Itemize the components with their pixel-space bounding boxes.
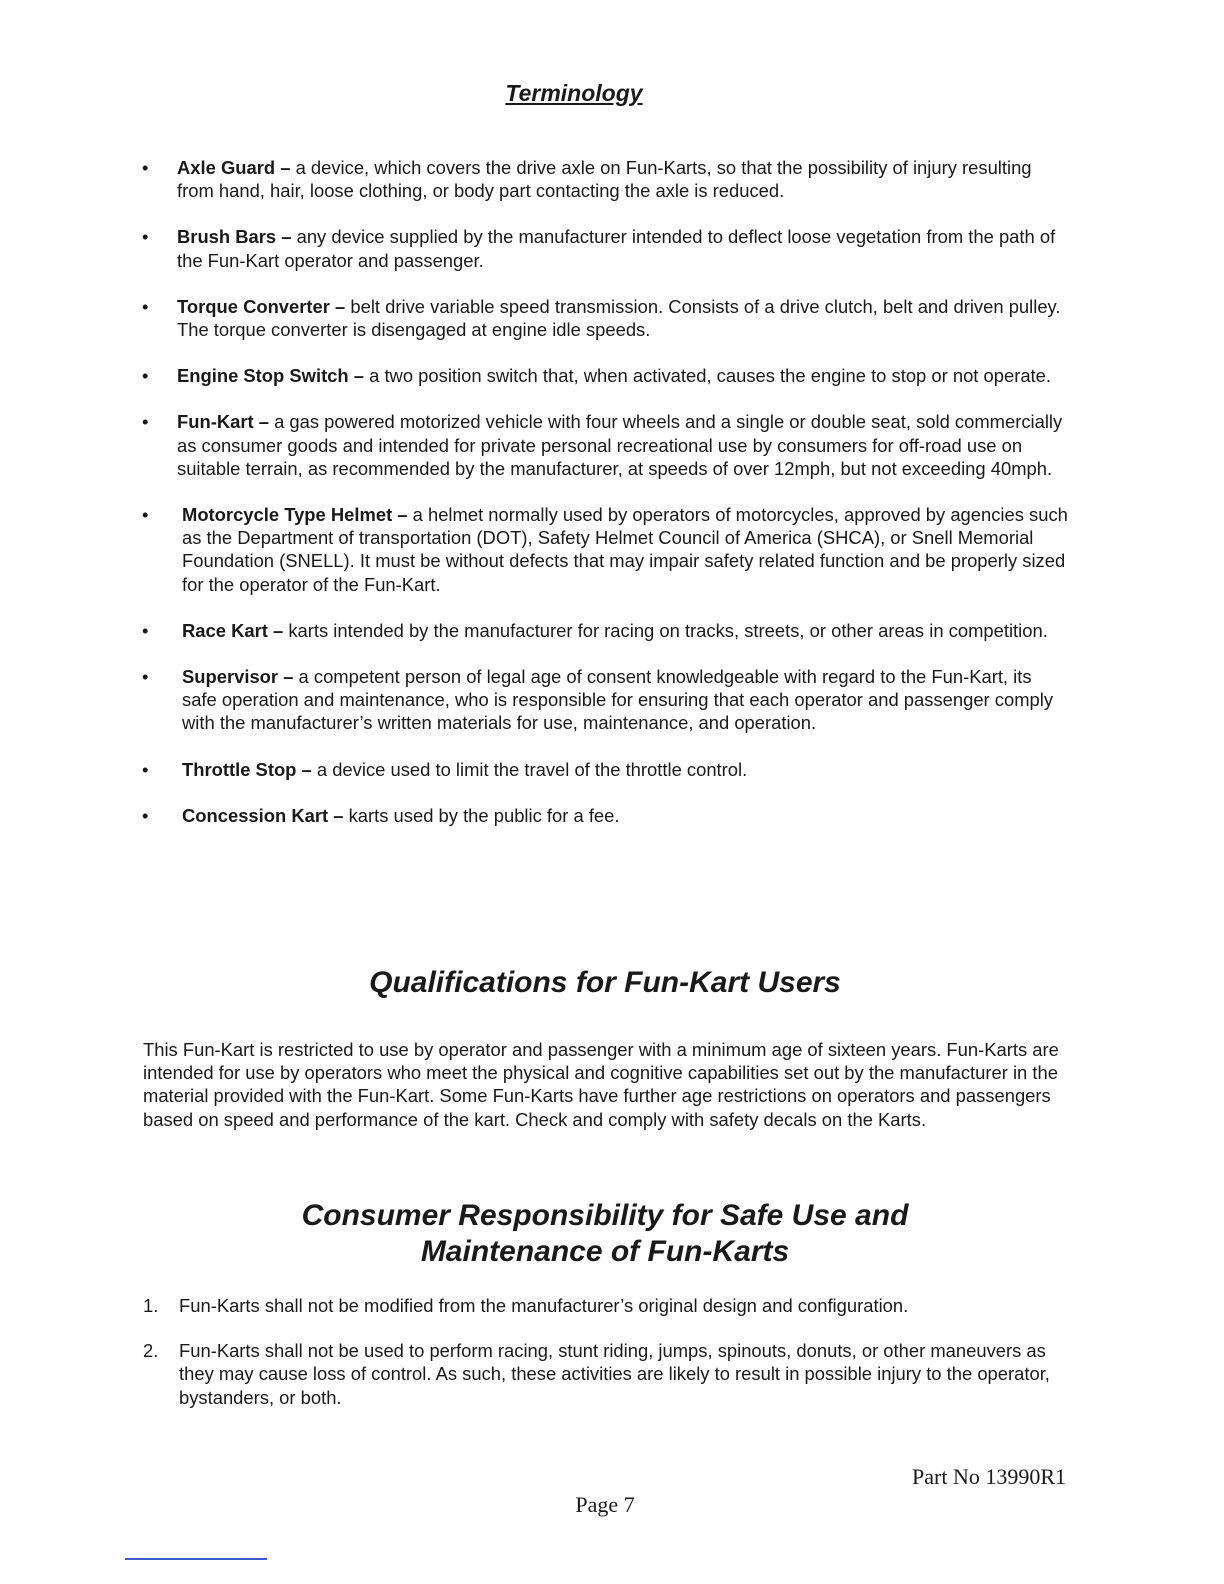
item-text: Fun-Karts shall not be modified from the manufacturer’s original design and configuration. [179,1295,909,1316]
bullet-icon: • [142,226,149,248]
term-definition: a gas powered motorized vehicle with four wheels and a single or double seat, sold commercially as consumer goods and intended for private personal recreational use by consumers for off-road use on suitable terrain, as recommended by the manufacturer, at speeds of over 12mph, but not exceeding 40mph. [177,411,1063,479]
term-name: Axle Guard – [177,157,291,178]
bullet-icon: • [142,504,149,526]
term-name: Brush Bars – [177,226,292,248]
responsibility-list [143,1294,1063,1431]
list-item [140,364,1070,387]
term-definition: karts used by the public for a fee. [343,804,620,826]
term-definition: a helmet normally used by operators of motorcycles, approved by agencies such as the Department of transportation (DOT), Safety Helmet Council of America (SHCA), or Snell Memorial Foundation (SNELL). It must be without defects that may impair safety related function and be properly sized for the operator of the Fun-Kart. [182,504,1068,595]
term-name: Supervisor – [182,666,294,688]
bullet-icon: • [142,758,149,780]
responsibility-heading-line1: Consumer Responsibility for Safe Use and [301,1199,909,1232]
term-definition: any device supplied by the manufacturer intended to deflect loose vegetation from the path of the Fun-Kart operator and passenger. [177,226,1056,271]
term-name: Race Kart – [182,619,284,641]
bullet-icon: • [142,411,149,433]
list-item [140,503,1070,596]
part-number: Part No 13990R1 [912,1464,1066,1489]
item-number: 1. [143,1295,159,1316]
list-item [140,804,1070,827]
responsibility-heading [0,1198,1210,1270]
term-name: Fun-Kart – [177,411,269,433]
item-text: Fun-Karts shall not be used to perform racing, stunt riding, jumps, spinouts, donuts, or other maneuvers as they may cause loss of control. As such, these activities are likely to result in possible injury to the operator, bystanders, or both. [179,1340,1050,1408]
term-definition: belt drive variable speed transmission. Consists of a drive clutch, belt and driven pulley. The torque converter is disengaged at engine idle speeds. [177,295,1061,341]
list-item [140,410,1070,480]
qualifications-heading: Qualifications for Fun-Kart Users [369,966,841,999]
list-item [140,156,1070,202]
bullet-icon: • [142,804,149,826]
term-definition: a device used to limit the travel of the throttle control. [311,758,748,780]
list-item [140,758,1070,781]
term-name: Motorcycle Type Helmet – [182,504,408,526]
list-item [140,619,1070,642]
list-item [140,225,1070,271]
term-name: Engine Stop Switch – [177,365,364,387]
responsibility-heading-line2: Maintenance of Fun-Karts [420,1235,790,1268]
terminology-list [140,156,1070,850]
list-item [143,1339,1063,1409]
term-name: Torque Converter – [177,295,346,317]
term-definition: a device, which covers the drive axle on Fun-Karts, so that the possibility of injury resulting from hand, hair, loose clothing, or body part contacting the axle is reduced. [177,157,1032,202]
item-number: 2. [143,1340,159,1362]
terminology-heading: Terminology [505,80,643,106]
bullet-icon: • [142,295,149,317]
bullet-icon: • [142,365,149,387]
list-item [143,1294,1063,1317]
bullet-icon: • [142,666,149,688]
term-name: Throttle Stop – [182,758,312,780]
list-item [140,295,1070,341]
page-number: Page 7 [575,1492,635,1517]
qualifications-paragraph: This Fun-Kart is restricted to use by operator and passenger with a minimum age of sixteen years. Fun-Karts are intended for use by operators who meet the physical and cognitive capabilities set out by the manufacturer in the material provided with the Fun-Kart. Some Fun-Karts have further age restrictions on operators and passengers based on speed and performance of the kart. Check and comply with safety decals on the Karts. [143,1039,1059,1130]
term-definition: a two position switch that, when activated, causes the engine to stop or not operate. [364,365,1051,387]
term-definition: a competent person of legal age of consent knowledgeable with regard to the Fun-Kart, its safe operation and maintenance, who is responsible for ensuring that each operator and passenger comply with the manufacturer’s written materials for use, maintenance, and operation. [182,666,1054,734]
term-name: Concession Kart – [182,804,344,826]
bullet-icon: • [142,619,149,641]
list-item [140,665,1070,735]
term-definition: karts intended by the manufacturer for racing on tracks, streets, or other areas in competition. [283,619,1048,641]
bullet-icon: • [142,157,149,178]
footnote-divider [125,1558,267,1560]
